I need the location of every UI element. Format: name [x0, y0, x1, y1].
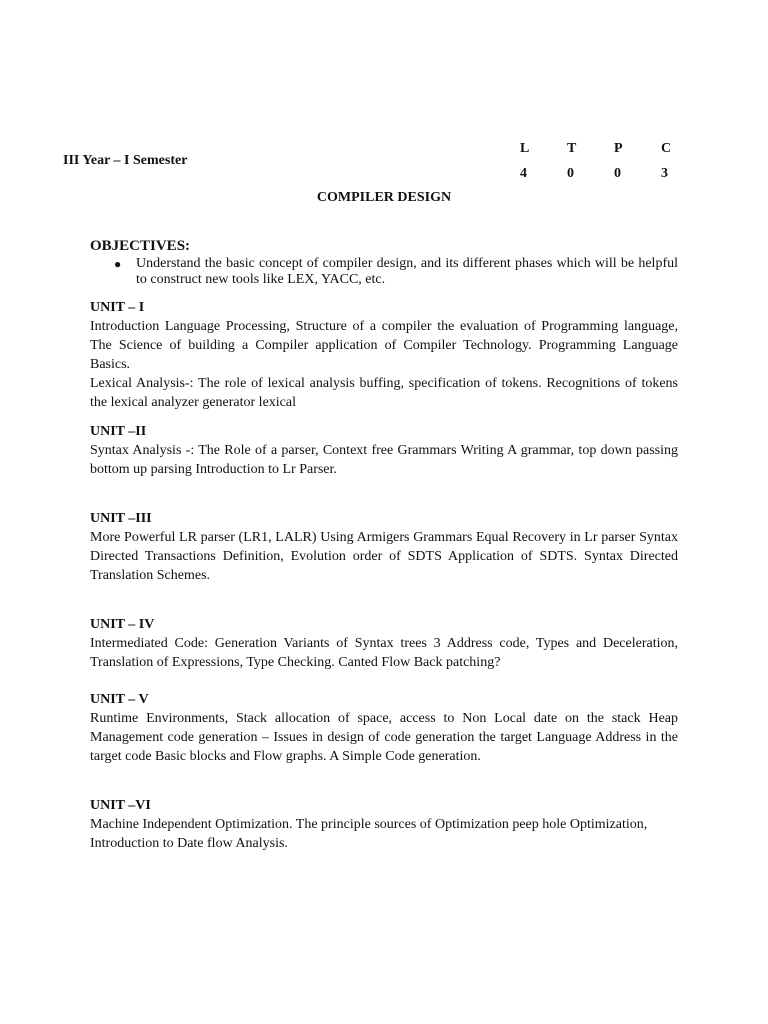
unit-3	[90, 509, 678, 585]
unit-4	[90, 615, 678, 672]
credits-table	[520, 141, 696, 182]
objective-item	[90, 256, 678, 288]
unit-1-paragraph-2: Lexical Analysis-: The role of lexical analysis buffing, specification of tokens. Recognitions of tokens the lexical analyzer generator lexical	[90, 376, 678, 410]
objective-text: Understand the basic concept of compiler design, and its different phases which will be helpful to construct new tools like LEX, YACC, etc.	[136, 256, 678, 287]
bullet-icon: ●	[114, 257, 122, 271]
unit-4-heading: UNIT – IV	[90, 617, 155, 632]
credit-label-l: L	[520, 141, 530, 156]
year-semester-label: III Year – I Semester	[63, 153, 188, 168]
credit-value-l: 4	[520, 166, 527, 181]
unit-2	[90, 422, 678, 479]
credit-value-c: 3	[661, 166, 668, 181]
credit-value-t: 0	[567, 166, 574, 181]
credit-value-p: 0	[614, 166, 621, 181]
unit-2-paragraph-1: Syntax Analysis -: The Role of a parser, Context free Grammars Writing A grammar, top down passing bottom up parsing Introduction to Lr Parser.	[90, 443, 678, 477]
credit-label-p: P	[614, 141, 623, 156]
objectives-heading: OBJECTIVES:	[90, 238, 191, 254]
unit-5	[90, 690, 678, 766]
credit-label-c: C	[661, 141, 672, 156]
unit-1-heading: UNIT – I	[90, 300, 145, 315]
unit-6-paragraph-1: Machine Independent Optimization. The principle sources of Optimization peep hole Optimization, Introduction to Date flow Analysis.	[90, 817, 648, 851]
unit-5-heading: UNIT – V	[90, 692, 149, 707]
unit-2-heading: UNIT –II	[90, 424, 147, 439]
unit-6-heading: UNIT –VI	[90, 798, 151, 813]
unit-3-heading: UNIT –III	[90, 511, 152, 526]
unit-4-paragraph-1: Intermediated Code: Generation Variants of Syntax trees 3 Address code, Types and Deceleration, Translation of Expressions, Type Checking. Canted Flow Back patching?	[90, 636, 678, 670]
unit-1	[90, 298, 678, 412]
course-title: COMPILER DESIGN	[316, 190, 452, 205]
objectives-section	[90, 238, 678, 288]
unit-1-paragraph-1: Introduction Language Processing, Structure of a compiler the evaluation of Programming language, The Science of building a Compiler application of Compiler Technology. Programming Language Basics.	[90, 319, 678, 372]
unit-6	[90, 796, 678, 853]
unit-3-paragraph-1: More Powerful LR parser (LR1, LALR) Using Armigers Grammars Equal Recovery in Lr parser Syntax Directed Transactions Definition, Evolution order of SDTS Application of SDTS. Syntax Directed Translation Schemes.	[90, 530, 678, 583]
syllabus-content	[90, 238, 678, 853]
credit-label-t: T	[567, 141, 577, 156]
unit-5-paragraph-1: Runtime Environments, Stack allocation of space, access to Non Local date on the stack Heap Management code generation – Issues in design of code generation the target Language Address in the target code Basic blocks and Flow graphs. A Simple Code generation.	[90, 711, 678, 764]
objectives-list	[90, 256, 678, 288]
